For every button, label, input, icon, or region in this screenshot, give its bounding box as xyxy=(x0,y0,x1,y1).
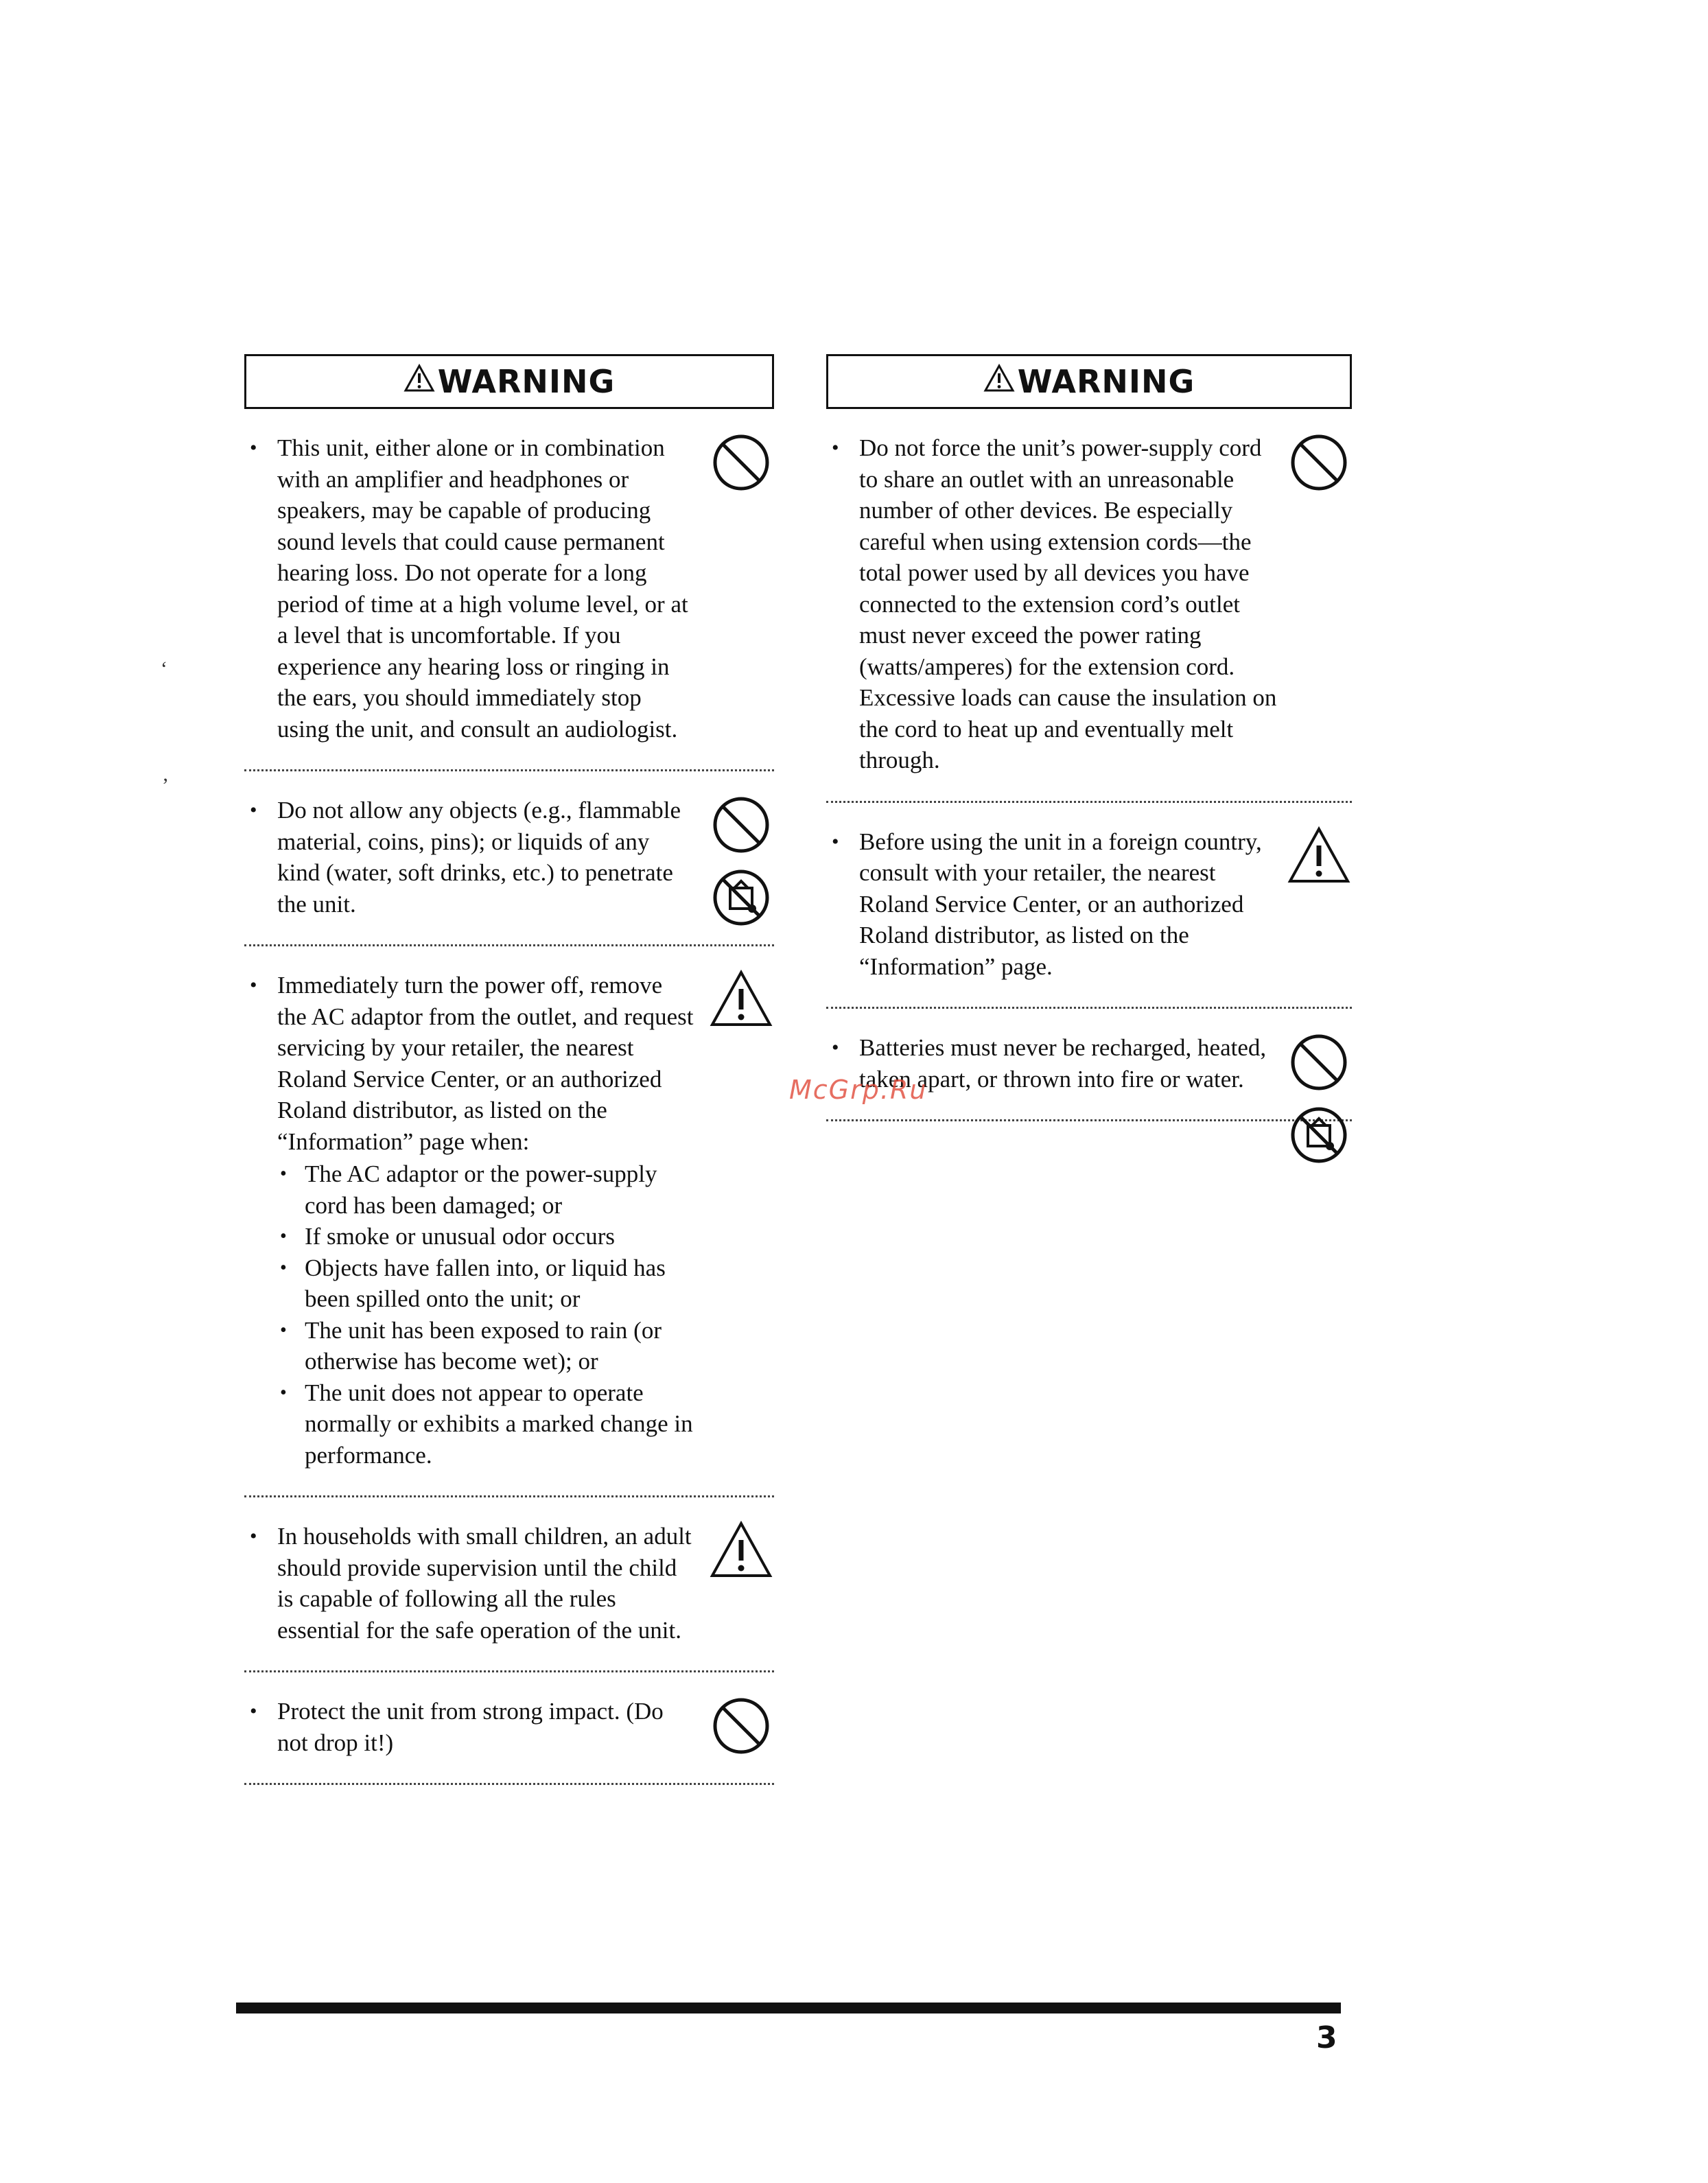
bullet-marker: • xyxy=(250,1700,257,1723)
scan-mark: ‘ xyxy=(161,657,167,680)
left-warning-item xyxy=(244,771,774,946)
warning-header-right xyxy=(826,354,1352,409)
warning-item-body xyxy=(250,1521,696,1646)
right-warning-item xyxy=(826,803,1352,1009)
warning-item-text: Do not force the unit’s power-supply cord to share an outlet with an unreasonable number of other devices. Be especially careful when using extension cords—the total power used by all devices you have connected to the extension cord’s outlet must never exceed the power rating (watts/amperes) for the extension cord. Excessive loads can cause the insulation on the cord to heat up and eventually melt through. xyxy=(859,434,1277,773)
sub-condition-text: If smoke or unusual odor occurs xyxy=(305,1223,615,1250)
sub-condition-text: Objects have fallen into, or liquid has been spilled onto the unit; or xyxy=(305,1254,666,1312)
warning-item-text: This unit, either alone or in combination with an amplifier and headphones or speakers, may be capable of producing sound levels that could cause permanent hearing loss. Do not operate for a long period of time at a high volume level, or at a level that is uncomfortable. If you experience any hearing loss or ringing in the ears, you should immediately stop using the unit, and consult an audiologist. xyxy=(277,434,688,743)
warning-item-icons xyxy=(708,970,774,1027)
prohibited-icon xyxy=(1289,1032,1349,1093)
page-number: 3 xyxy=(1316,2020,1337,2055)
sub-condition-text: The unit has been exposed to rain (or otherwise has become wet); or xyxy=(305,1316,662,1375)
bullet-marker: • xyxy=(250,974,257,996)
no-disassembly-icon xyxy=(1289,1105,1349,1165)
warning-item-text: Do not allow any objects (e.g., flammable material, coins, pins); or liquids of any kind (water, soft drinks, etc.) to penetrate the unit. xyxy=(277,797,681,918)
warning-item-icons xyxy=(708,1696,774,1756)
warning-header-label: WARNING xyxy=(437,363,616,400)
prohibited-icon xyxy=(711,1696,771,1756)
sub-condition-item xyxy=(280,1315,696,1377)
warning-triangle-icon xyxy=(983,363,1018,400)
prohibited-icon xyxy=(711,795,771,855)
right-warning-item xyxy=(826,409,1352,803)
warning-item-body xyxy=(250,432,696,745)
warning-item-text: Batteries must never be recharged, heated, taken apart, or thrown into fire or water. xyxy=(859,1034,1267,1093)
bullet-marker: • xyxy=(832,1036,839,1059)
sub-condition-text: The unit does not appear to operate normally or exhibits a marked change in performance. xyxy=(305,1379,693,1469)
bullet-marker: • xyxy=(250,799,257,821)
watermark: McGrp.Ru xyxy=(789,1075,928,1105)
prohibited-icon xyxy=(711,432,771,493)
warning-item-icons xyxy=(1286,1032,1352,1165)
bullet-marker: • xyxy=(250,1525,257,1548)
warning-item-icons xyxy=(1286,826,1352,884)
sub-condition-item xyxy=(280,1252,696,1315)
warning-item-body xyxy=(832,432,1278,776)
caution-icon xyxy=(710,970,773,1027)
left-warning-item xyxy=(244,1497,774,1672)
warning-item-body xyxy=(250,795,696,920)
bullet-marker: • xyxy=(280,1319,287,1341)
sub-condition-item xyxy=(280,1158,696,1221)
bullet-marker: • xyxy=(832,436,839,459)
bullet-marker: • xyxy=(280,1163,287,1184)
warning-item-body xyxy=(250,1696,696,1758)
left-warning-item xyxy=(244,409,774,771)
warning-item-text: Protect the unit from strong impact. (Do not drop it!) xyxy=(277,1698,664,1756)
left-column xyxy=(244,354,774,1785)
warning-item-icons xyxy=(708,432,774,493)
warning-item-body xyxy=(250,970,696,1471)
left-warning-list xyxy=(244,409,774,1785)
sub-condition-item xyxy=(280,1377,696,1471)
warning-item-icons xyxy=(708,1521,774,1578)
warning-header-label: WARNING xyxy=(1017,363,1195,400)
bullet-marker: • xyxy=(280,1381,287,1403)
bullet-marker: • xyxy=(832,830,839,853)
caution-icon xyxy=(710,1521,773,1578)
left-warning-item xyxy=(244,1672,774,1785)
warning-item-text: Immediately turn the power off, remove the AC adaptor from the outlet, and request servicing by your retailer, the nearest Roland Service Center, or an authorized Roland distributor, as listed on the “Information” page when: xyxy=(277,972,694,1155)
no-disassembly-icon xyxy=(711,867,771,928)
warning-item-text: In households with small children, an adult should provide supervision until the child is capable of following all the rules essential for the safe operation of the unit. xyxy=(277,1523,692,1644)
left-warning-item xyxy=(244,946,774,1497)
bullet-marker: • xyxy=(280,1257,287,1279)
sub-condition-item xyxy=(280,1221,696,1252)
footer-rule xyxy=(236,2003,1341,2013)
scan-mark: ’ xyxy=(162,774,169,797)
warning-item-icons xyxy=(1286,432,1352,493)
warning-item-icons xyxy=(708,795,774,928)
warning-item-text: Before using the unit in a foreign country, consult with your retailer, the nearest Roland Service Center, or an authorized Roland distributor, as listed on the “Information” page. xyxy=(859,828,1262,980)
warning-triangle-icon xyxy=(403,363,438,400)
right-warning-list xyxy=(826,409,1352,1121)
warning-header-left xyxy=(244,354,774,409)
sub-condition-text: The AC adaptor or the power-supply cord has been damaged; or xyxy=(305,1160,657,1219)
caution-icon xyxy=(1287,826,1350,884)
bullet-marker: • xyxy=(250,436,257,459)
bullet-marker: • xyxy=(280,1226,287,1247)
sub-condition-list xyxy=(277,1158,696,1471)
prohibited-icon xyxy=(1289,432,1349,493)
warning-item-body xyxy=(832,826,1278,983)
right-column xyxy=(826,354,1352,1121)
